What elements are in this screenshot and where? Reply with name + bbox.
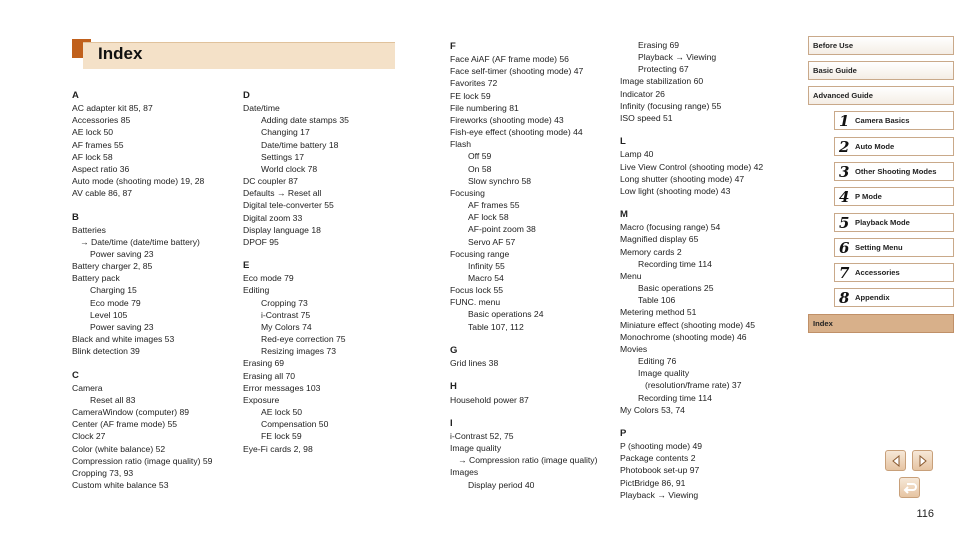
- index-entry[interactable]: Display language 18: [243, 224, 321, 235]
- tab-chapter-4[interactable]: 4 P Mode: [834, 187, 954, 206]
- index-entry[interactable]: ISO speed 51: [620, 112, 673, 123]
- index-entry[interactable]: Camera: [72, 382, 103, 393]
- index-entry[interactable]: Level 105: [90, 309, 128, 320]
- index-entry[interactable]: Display period 40: [468, 479, 535, 490]
- index-entry[interactable]: Erasing 69: [243, 358, 285, 369]
- index-entry[interactable]: Basic operations 25: [638, 283, 714, 294]
- index-letter-heading: H: [450, 381, 457, 393]
- index-entry[interactable]: Editing 76: [638, 356, 677, 367]
- tab-advanced-guide[interactable]: Advanced Guide: [808, 86, 954, 105]
- index-letter-heading: F: [450, 41, 456, 52]
- index-spacer: [72, 199, 212, 211]
- index-entry[interactable]: Miniature effect (shooting mode) 45: [620, 319, 756, 330]
- index-entry[interactable]: FE lock 59: [261, 431, 302, 442]
- index-column-1: [72, 90, 212, 491]
- index-entry[interactable]: (resolution/frame rate) 37: [645, 380, 742, 391]
- index-entry[interactable]: Lamp 40: [620, 149, 654, 160]
- index-entry[interactable]: Fireworks (shooting mode) 43: [450, 114, 564, 125]
- index-entry[interactable]: Eco mode 79: [243, 273, 294, 284]
- previous-page-button[interactable]: [885, 450, 906, 471]
- index-spacer: [620, 416, 763, 428]
- index-entry[interactable]: Red-eye correction 75: [261, 334, 346, 345]
- index-letter-heading: D: [243, 90, 250, 101]
- index-entry[interactable]: AC adapter kit 85, 87: [72, 103, 153, 114]
- index-entry[interactable]: Erasing all 70: [243, 370, 296, 381]
- index-entry[interactable]: Photobook set-up 97: [620, 465, 700, 476]
- index-entry[interactable]: Color (white balance) 52: [72, 443, 166, 454]
- index-entry[interactable]: Magnified display 65: [620, 234, 699, 245]
- index-entry[interactable]: Movies: [620, 343, 648, 354]
- index-entry[interactable]: Monochrome (shooting mode) 46: [620, 331, 747, 342]
- index-entry[interactable]: Package contents 2: [620, 453, 696, 464]
- index-entry[interactable]: Grid lines 38: [450, 358, 499, 369]
- index-entry[interactable]: Eye-Fi cards 2, 98: [243, 443, 313, 454]
- index-entry[interactable]: Live View Control (shooting mode) 42: [620, 161, 764, 172]
- index-spacer: [243, 248, 349, 260]
- index-entry[interactable]: AE lock 50: [72, 127, 114, 138]
- index-entry[interactable]: Aspect ratio 36: [72, 163, 130, 174]
- index-spacer: [450, 369, 597, 381]
- index-letter-heading: L: [620, 136, 626, 148]
- index-entry[interactable]: Accessories 85: [72, 115, 131, 126]
- index-entry[interactable]: Adding date stamps 35: [261, 115, 349, 126]
- index-entry[interactable]: FUNC. menu: [450, 297, 501, 308]
- index-entry[interactable]: Editing: [243, 285, 270, 296]
- index-entry[interactable]: Table 106: [638, 295, 676, 306]
- index-spacer: [620, 197, 763, 209]
- index-entry[interactable]: Digital zoom 33: [243, 212, 303, 223]
- page-title: Index: [98, 44, 143, 63]
- index-entry[interactable]: Focusing range: [450, 248, 510, 259]
- index-letter-heading: A: [72, 90, 79, 101]
- index-entry[interactable]: i-Contrast 52, 75: [450, 430, 514, 441]
- index-spacer: [450, 333, 597, 345]
- index-entry[interactable]: Black and white images 53: [72, 334, 175, 345]
- index-entry[interactable]: On 58: [468, 163, 492, 174]
- index-entry[interactable]: Macro (focusing range) 54: [620, 222, 721, 233]
- index-entry[interactable]: Servo AF 57: [468, 236, 516, 247]
- index-entry[interactable]: Basic operations 24: [468, 309, 544, 320]
- index-entry[interactable]: Resizing images 73: [261, 346, 336, 357]
- index-entry[interactable]: Infinity 55: [468, 260, 505, 271]
- index-entry[interactable]: Playback → Viewing: [638, 52, 717, 63]
- index-spacer: [620, 124, 763, 136]
- index-entry[interactable]: Date/time battery 18: [261, 139, 339, 150]
- index-column-3: [450, 41, 597, 491]
- index-column-4: [620, 39, 763, 501]
- return-button[interactable]: [899, 477, 920, 498]
- tab-chapter-1[interactable]: 1 Camera Basics: [834, 111, 954, 130]
- tab-chapter-7[interactable]: 7 Accessories: [834, 263, 954, 282]
- index-entry[interactable]: Off 59: [468, 151, 492, 162]
- arrow-left-icon: [891, 455, 901, 467]
- index-entry[interactable]: File numbering 81: [450, 102, 519, 113]
- index-entry[interactable]: My Colors 53, 74: [620, 404, 685, 415]
- index-entry[interactable]: Digital tele-converter 55: [243, 200, 334, 211]
- tab-chapter-2[interactable]: 2 Auto Mode: [834, 137, 954, 156]
- index-entry[interactable]: Erasing 69: [638, 40, 680, 50]
- index-entry[interactable]: Focus lock 55: [450, 285, 504, 296]
- index-entry[interactable]: Household power 87: [450, 394, 529, 405]
- index-entry[interactable]: FE lock 59: [450, 90, 491, 101]
- index-entry[interactable]: Images: [450, 467, 479, 478]
- index-entry[interactable]: Slow synchro 58: [468, 175, 532, 186]
- index-entry[interactable]: Date/time: [243, 103, 280, 114]
- index-entry[interactable]: Eco mode 79: [90, 297, 141, 308]
- index-entry[interactable]: Changing 17: [261, 127, 310, 138]
- index-entry[interactable]: AF-point zoom 38: [468, 224, 536, 235]
- index-entry[interactable]: Indicator 26: [620, 88, 665, 99]
- index-entry[interactable]: AF frames 55: [468, 200, 520, 211]
- tab-chapter-6[interactable]: 6 Setting Menu: [834, 238, 954, 257]
- index-letter-heading: M: [620, 209, 628, 221]
- tab-chapter-8[interactable]: 8 Appendix: [834, 288, 954, 307]
- index-spacer: [450, 406, 597, 418]
- index-entry[interactable]: Auto mode (shooting mode) 19, 28: [72, 176, 205, 187]
- index-entry[interactable]: Custom white balance 53: [72, 479, 169, 490]
- index-entry[interactable]: Center (AF frame mode) 55: [72, 419, 178, 430]
- index-spacer: [72, 357, 212, 369]
- next-page-button[interactable]: [912, 450, 933, 471]
- index-entry[interactable]: Error messages 103: [243, 382, 321, 393]
- index-entry[interactable]: AV cable 86, 87: [72, 188, 133, 199]
- index-entry[interactable]: CameraWindow (computer) 89: [72, 407, 190, 418]
- index-entry[interactable]: Image quality: [638, 368, 690, 379]
- index-letter-heading: P: [620, 427, 627, 439]
- index-entry[interactable]: Clock 27: [72, 431, 106, 442]
- index-entry[interactable]: Cropping 73: [261, 297, 308, 308]
- index-entry[interactable]: AE lock 50: [261, 407, 303, 418]
- index-entry[interactable]: Menu: [620, 270, 642, 281]
- index-entry[interactable]: Macro 54: [468, 272, 504, 283]
- index-entry[interactable]: Power saving 23: [90, 249, 154, 260]
- index-entry[interactable]: → Compression ratio (image quality): [458, 455, 598, 466]
- index-entry[interactable]: P (shooting mode) 49: [620, 441, 703, 452]
- index-entry[interactable]: DC coupler 87: [243, 176, 298, 187]
- index-entry[interactable]: AF lock 58: [72, 151, 113, 162]
- index-entry[interactable]: → Date/time (date/time battery): [80, 236, 200, 247]
- index-entry[interactable]: Table 107, 112: [468, 321, 524, 332]
- index-letter-heading: C: [72, 369, 79, 381]
- index-letter-heading: I: [450, 417, 453, 429]
- tab-chapter-5[interactable]: 5 Playback Mode: [834, 213, 954, 232]
- index-entry[interactable]: Exposure: [243, 394, 280, 405]
- index-entry[interactable]: Favorites 72: [450, 78, 498, 89]
- return-icon: [903, 482, 917, 494]
- index-entry[interactable]: Image quality: [450, 443, 502, 454]
- index-entry[interactable]: i-Contrast 75: [261, 309, 311, 320]
- index-entry[interactable]: Compensation 50: [261, 419, 329, 430]
- index-entry[interactable]: Face self-timer (shooting mode) 47: [450, 66, 584, 77]
- index-entry[interactable]: Charging 15: [90, 285, 137, 296]
- index-entry[interactable]: Recording time 114: [638, 258, 712, 269]
- index-entry[interactable]: PictBridge 86, 91: [620, 477, 686, 488]
- tab-chapter-3[interactable]: 3 Other Shooting Modes: [834, 162, 954, 181]
- arrow-right-icon: [918, 455, 928, 467]
- tab-index[interactable]: Index: [808, 314, 954, 333]
- index-entry[interactable]: Flash: [450, 139, 472, 150]
- index-entry[interactable]: Metering method 51: [620, 307, 697, 318]
- index-entry[interactable]: My Colors 74: [261, 321, 312, 332]
- index-entry[interactable]: Battery pack: [72, 273, 120, 284]
- index-entry[interactable]: Playback → Viewing: [620, 489, 699, 500]
- index-entry[interactable]: Compression ratio (image quality) 59: [72, 455, 213, 466]
- index-entry[interactable]: Focusing: [450, 187, 485, 198]
- index-entry[interactable]: Reset all 83: [90, 394, 136, 405]
- index-entry[interactable]: Power saving 23: [90, 321, 154, 332]
- index-entry[interactable]: Infinity (focusing range) 55: [620, 100, 722, 111]
- index-entry[interactable]: Recording time 114: [638, 392, 712, 403]
- index-entry[interactable]: Memory cards 2: [620, 246, 682, 257]
- index-letter-heading: B: [72, 211, 79, 223]
- index-entry[interactable]: Image stabilization 60: [620, 76, 704, 87]
- index-entry[interactable]: Batteries: [72, 224, 106, 235]
- index-entry[interactable]: World clock 78: [261, 163, 318, 174]
- index-entry[interactable]: Protecting 67: [638, 64, 689, 75]
- index-entry[interactable]: Cropping 73, 93: [72, 467, 134, 478]
- index-entry[interactable]: AF lock 58: [468, 212, 509, 223]
- index-entry[interactable]: Battery charger 2, 85: [72, 261, 153, 272]
- index-column-2: [243, 90, 349, 455]
- index-entry[interactable]: Long shutter (shooting mode) 47: [620, 173, 745, 184]
- index-entry[interactable]: Fish-eye effect (shooting mode) 44: [450, 127, 583, 138]
- tab-before-use[interactable]: Before Use: [808, 36, 954, 55]
- index-letter-heading: G: [450, 344, 458, 356]
- page-number: 116: [916, 508, 934, 520]
- index-entry[interactable]: AF frames 55: [72, 139, 124, 150]
- index-entry[interactable]: Settings 17: [261, 151, 304, 162]
- index-entry[interactable]: DPOF 95: [243, 236, 279, 247]
- tab-basic-guide[interactable]: Basic Guide: [808, 61, 954, 80]
- index-entry[interactable]: Blink detection 39: [72, 346, 140, 357]
- index-entry[interactable]: Defaults → Reset all: [243, 188, 322, 199]
- page-header: [72, 39, 395, 68]
- index-entry[interactable]: Low light (shooting mode) 43: [620, 185, 731, 196]
- index-entry[interactable]: Face AiAF (AF frame mode) 56: [450, 54, 569, 65]
- index-letter-heading: E: [243, 260, 250, 272]
